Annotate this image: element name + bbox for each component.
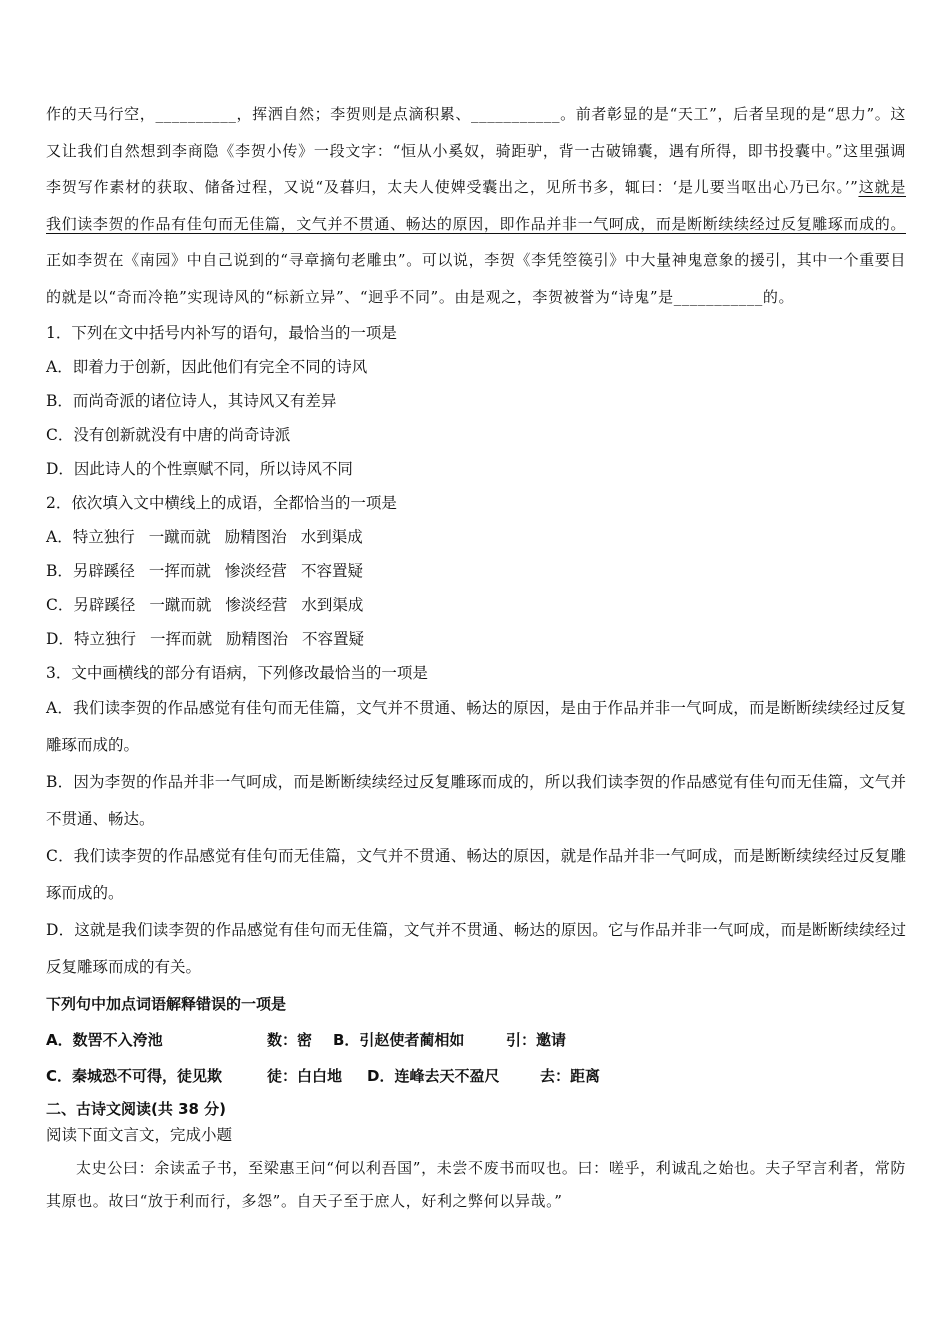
idiom: 一蹴而就: [148, 527, 211, 546]
idiom: 一挥而就: [149, 629, 212, 648]
question-4-stem: 下列句中加点词语解释错误的一项是: [46, 994, 287, 1013]
idiom: 特立独行: [72, 527, 135, 546]
idiom: 另辟蹊径: [72, 561, 135, 580]
idiom: 励精图治: [225, 629, 288, 648]
classical-text: 太史公曰：余读孟子书，至梁惠王问“何以利吾国”，未尝不废书而叹也。曰：嗟乎，利诚乱之始也。夫子罕言利者，常防其原也。故曰“放于利而行，多怨”。自天子至于庶人，好利之弊何以异哉。”: [46, 1158, 906, 1210]
idiom: 不容置疑: [301, 629, 364, 648]
passage-text-continued: 正如李贺在《南园》中自己说到的“寻章摘句老雕虫”。可以说，李贺《李凭箜篌引》中大量神鬼意象的援引，其中一个重要目的就是以“奇而冷艳”实现诗风的“标新立异”、“迥乎不同”。由是观之，李贺被誉为“诗鬼”是___________的。: [46, 251, 906, 306]
question-1-stem: 1．下列在文中括号内补写的语句，最恰当的一项是: [46, 323, 397, 342]
idiom: 水到渠成: [300, 527, 363, 546]
section-instruction: 阅读下面文言文，完成小题: [46, 1125, 233, 1144]
question-3-option-b[interactable]: B．因为李贺的作品并非一气呵成，而是断断续续经过反复雕琢而成的，所以我们读李贺的作品感觉有佳句而无佳篇，文气并不贯通、畅达。: [46, 772, 906, 828]
question-1-option-a[interactable]: A．即着力于创新，因此他们有完全不同的诗风: [46, 357, 368, 376]
idiom: 惨淡经营: [225, 595, 288, 614]
question-2-option-d[interactable]: [46, 622, 906, 656]
gloss: 引：邀请: [506, 1030, 567, 1049]
question-4-row-1: [46, 1022, 906, 1058]
question-2-option-a[interactable]: [46, 520, 906, 554]
question-2-option-b[interactable]: [46, 554, 906, 588]
question-4-option-d[interactable]: D．连峰去天不盈尺: [367, 1066, 500, 1085]
question-3-stem: 3．文中画横线的部分有语病，下列修改最恰当的一项是: [46, 663, 428, 682]
option-letter: A．: [46, 527, 73, 546]
question-1-option-c[interactable]: C．没有创新就没有中唐的尚奇诗派: [46, 425, 291, 444]
option-letter: C．: [46, 595, 74, 614]
idiom: 另辟蹊径: [73, 595, 136, 614]
question-4-option-b[interactable]: B．引赵使者蔺相如: [333, 1030, 465, 1049]
idiom: 惨淡经营: [224, 561, 287, 580]
option-letter: D．: [46, 629, 74, 648]
question-4-option-c[interactable]: C．秦城恐不可得，徒见欺: [46, 1066, 223, 1085]
document-page: [46, 96, 906, 1218]
idiom: 励精图治: [224, 527, 287, 546]
idiom: 不容置疑: [300, 561, 363, 580]
question-3-option-a[interactable]: A．我们读李贺的作品感觉有佳句而无佳篇，文气并不贯通、畅达的原因，是由于作品并非一气呵成，而是断断续续经过反复雕琢而成的。: [46, 698, 906, 754]
gloss: 徒：白白地: [267, 1066, 343, 1085]
question-1-option-b[interactable]: B．而尚奇派的诸位诗人，其诗风又有差异: [46, 391, 337, 410]
gloss: 数：密: [267, 1030, 313, 1049]
option-letter: B．: [46, 561, 73, 580]
question-3-option-c[interactable]: C．我们读李贺的作品感觉有佳句而无佳篇，文气并不贯通、畅达的原因，就是作品并非一气呵成，而是断断续续经过反复雕琢而成的。: [46, 846, 906, 902]
passage-paragraph: [46, 96, 906, 316]
idiom: 一蹴而就: [149, 595, 212, 614]
question-2-option-c[interactable]: [46, 588, 906, 622]
question-2-stem: 2．依次填入文中横线上的成语，全都恰当的一项是: [46, 493, 397, 512]
idiom: 一挥而就: [148, 561, 211, 580]
question-4-option-a[interactable]: A．数罟不入洿池: [46, 1030, 163, 1049]
question-4-row-2: [46, 1058, 906, 1094]
question-1-option-d[interactable]: D．因此诗人的个性禀赋不同，所以诗风不同: [46, 459, 353, 478]
passage-text: 作的天马行空，__________，挥洒自然；李贺则是点滴积累、___________。前者彰显的是“天工”，后者呈现的是“思力”。这又让我们自然想到李商隐《李贺小传》一段文字：“恒从小奚奴，骑距驴，背一古破锦囊，遇有所得，即书投囊中。”这里强调李贺写作素材的获取、储备过程，又说“及暮归，太夫人使婢受囊出之，见所书多，辄曰：‘是儿要当呕出心乃已尔。’”: [46, 105, 906, 197]
section-heading: 二、古诗文阅读(共 38 分): [46, 1099, 227, 1118]
idiom: 特立独行: [73, 629, 136, 648]
question-3-option-d[interactable]: D．这就是我们读李贺的作品感觉有佳句而无佳篇，文气并不贯通、畅达的原因。它与作品并非一气呵成，而是断断续续经过反复雕琢而成的有关。: [46, 920, 906, 976]
underlined-sentence: 这就是我们读李贺的作品有佳句而无佳篇，文气并不贯通、畅达的原因，即作品并非一气呵成，而是断断续续经过反复雕琢而成的。: [46, 178, 906, 233]
idiom: 水到渠成: [301, 595, 364, 614]
gloss: 去：距离: [540, 1066, 601, 1085]
